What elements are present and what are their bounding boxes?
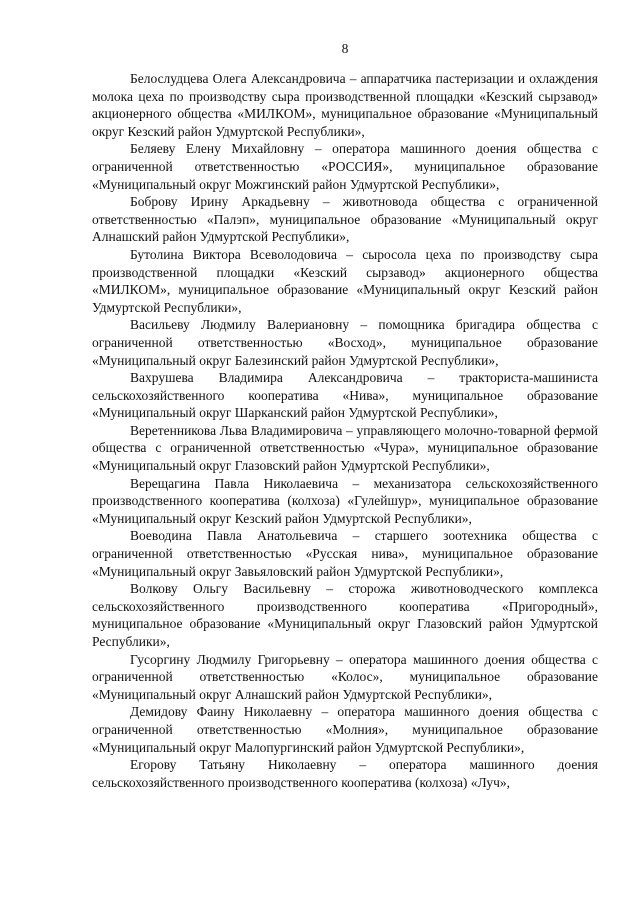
- paragraph: Белослудцева Олега Александровича – аппаратчика пастеризации и охлаждения молока цеха по производству сыра производственной площадки «Кезский сырзавод» акционерного общества «МИЛКОМ», муниципальное образование «Муниципальный округ Кезский район Удмуртской Республики»,: [92, 71, 598, 139]
- paragraph: Бутолина Виктора Всеволодовича – сыросола цеха по производству сыра производственной площадки «Кезский сырзавод» акционерного общества «МИЛКОМ», муниципальное образование «Муниципальный округ Кезский район Удмуртской Республики»,: [92, 246, 598, 315]
- paragraph: Демидову Фаину Николаевну – оператора машинного доения общества с ограниченной ответственностью «Молния», муниципальное образование «Муниципальный округ Малопургинский район Удмуртской Республики»,: [92, 704, 598, 755]
- paragraph: Гусоргину Людмилу Григорьевну – оператора машинного доения общества с ограниченной ответственностью «Колос», муниципальное образование «Муниципальный округ Алнашский район Удмуртской Республики»,: [92, 651, 598, 702]
- page-number: 8: [341, 41, 349, 56]
- paragraph: Волкову Ольгу Васильевну – сторожа животноводческого комплекса сельскохозяйственного производственного кооператива «Пригородный», муниципальное образование «Муниципальный округ Глазовский район Удмуртской Республики»,: [92, 581, 598, 649]
- paragraph: Беляеву Елену Михайловну – оператора машинного доения общества с ограниченной ответственностью «РОССИЯ», муниципальное образование «Муниципальный округ Можгинский район Удмуртской Республики»,: [92, 141, 598, 192]
- paragraph: Боброву Ирину Аркадьевну – животновода общества с ограниченной ответственностью «Палэп», муниципальное образование «Муниципальный округ Алнашский район Удмуртской Республики»,: [92, 194, 598, 245]
- paragraph: Воеводина Павла Анатольевича – старшего зоотехника общества с ограниченной ответственностью «Русская нива», муниципальное образование «Муниципальный округ Завьяловский район Удмуртской Республики»,: [92, 528, 598, 579]
- document-body: [92, 70, 598, 791]
- paragraph: Верещагина Павла Николаевича – механизатора сельскохозяйственного производственного кооператива (колхоза) «Гулейшур», муниципальное образование «Муниципальный округ Кезский район Удмуртской Республики»,: [92, 475, 598, 526]
- paragraph: Веретенникова Льва Владимировича – управляющего молочно-товарной фермой общества с ограниченной ответственностью «Чура», муниципальное образование «Муниципальный округ Глазовский район Удмуртской Республики»,: [92, 422, 598, 474]
- paragraph: Егорову Татьяну Николаевну – оператора машинного доения сельскохозяйственного производственного кооператива (колхоза) «Луч»,: [92, 757, 598, 790]
- paragraph: Вахрушева Владимира Александровича – тракториста-машиниста сельскохозяйственного кооператива «Нива», муниципальное образование «Муниципальный округ Шарканский район Удмуртской Республики»,: [92, 370, 598, 421]
- paragraph: Васильеву Людмилу Валериановну – помощника бригадира общества с ограниченной ответственностью «Восход», муниципальное образование «Муниципальный округ Балезинский район Удмуртской Республики»,: [92, 317, 598, 368]
